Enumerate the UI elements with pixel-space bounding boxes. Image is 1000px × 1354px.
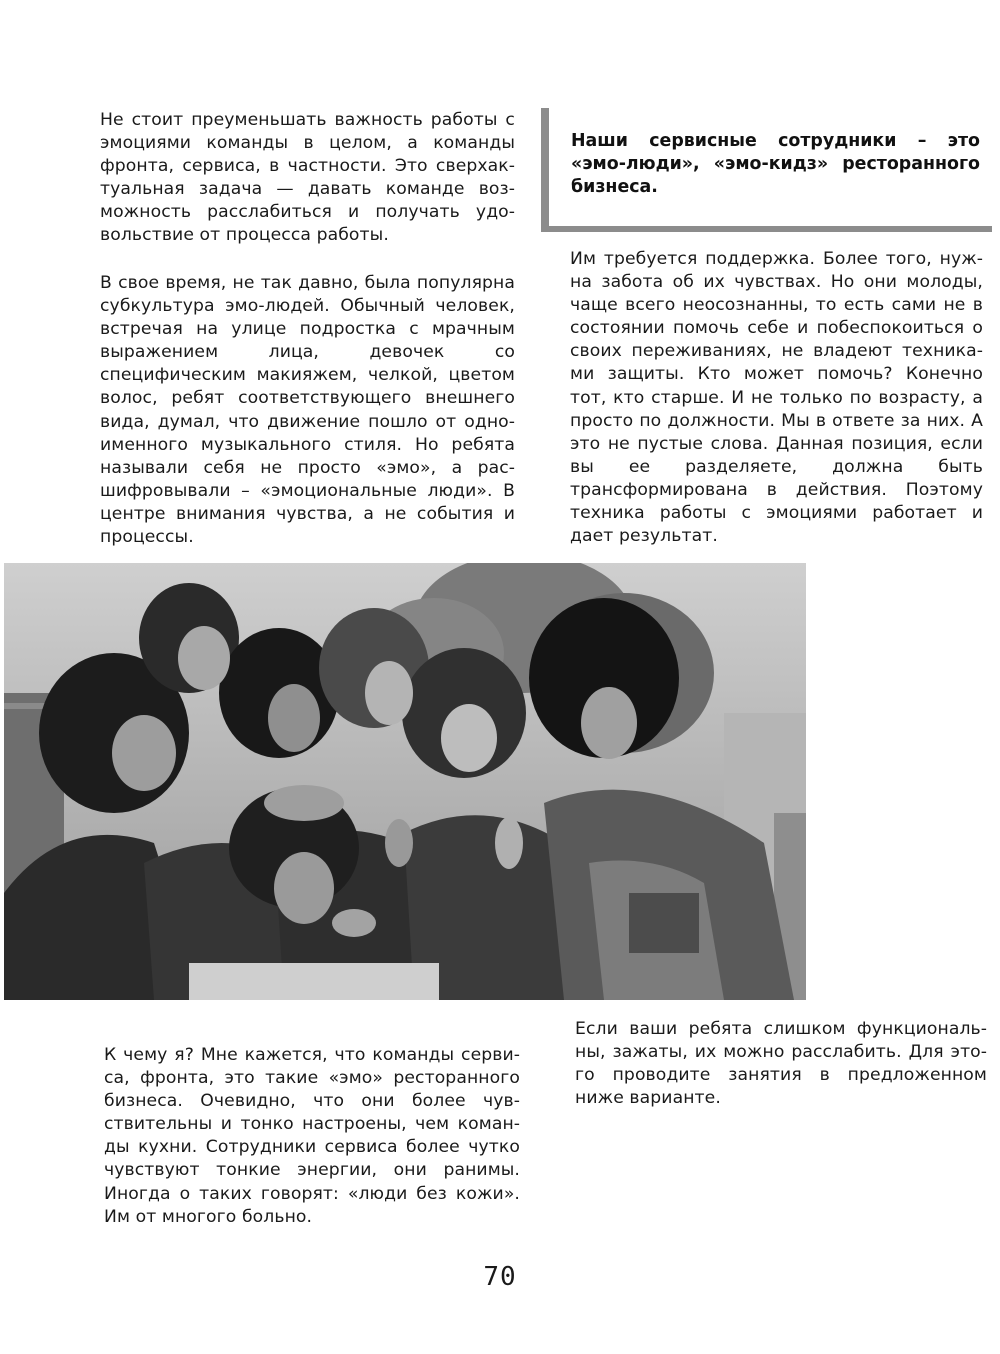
relax-paragraph: Если ваши ребята слишком функциональны, зажаты, их можно расслабить. Для этого проводите занятия в предложенном ниже варианте. [575, 1019, 987, 1109]
group-photo-illustration [4, 563, 806, 1000]
callout-inner [549, 108, 992, 226]
callout-text: Наши сервисные сотрудники – это «эмо-люди», «эмо-кидз» ресторанного бизнеса. [571, 131, 980, 197]
support-paragraph: Им требуется поддержка. Более того, нужна забота об их чувствах. Но они молоды, чаще всего неосознанны, то есть сами не в состоянии помочь себе и побеспокоиться о своих переживаниях, не владеют техниками защиты. Кто может помочь? Конечно тот, кто старше. И не только по возрасту, а просто по должности. Мы в ответе за них. А это не пустые слова. Данная позиция, если вы ее разделяете, должна быть трансформирована в действия. Поэтому техника работы с эмоциями работает и дает результат. [570, 249, 983, 547]
page-number: 70 [483, 1262, 517, 1292]
intro-paragraph: Не стоит преуменьшать важность работы с эмоциями команды в целом, а команды фронта, сервиса, в частности. Это сверхактуальная задача — давать команде возможность расслабиться и получать удовольствие от процесса работы. [100, 110, 515, 246]
subculture-paragraph: В свое время, не так давно, была популярна субкультура эмо-людей. Обычный человек, встречая на улице подростка с мрачным выражением лица, девочек со специфическим макияжем, челкой, цветом волос, ребят соответствующего внешнего вида, думал, что движение пошло от одноименного музыкального стиля. Но ребята называли себя не просто «эмо», а расшифровывали – «эмоциональные люди». В центре внимания чувства, а не события и процессы. [100, 273, 515, 548]
group-photo [4, 563, 806, 1000]
emo-teams-paragraph: К чему я? Мне кажется, что команды сервиса, фронта, это такие «эмо» ресторанного бизнеса. Очевидно, что они более чувствительны и тонко настроены, чем команды кухни. Сотрудники сервиса более чутко чувствуют тонкие энергии, они ранимы. Иногда о таких говорят: «люди без кожи». Им от многого больно. [104, 1045, 520, 1227]
callout-box [541, 108, 992, 232]
